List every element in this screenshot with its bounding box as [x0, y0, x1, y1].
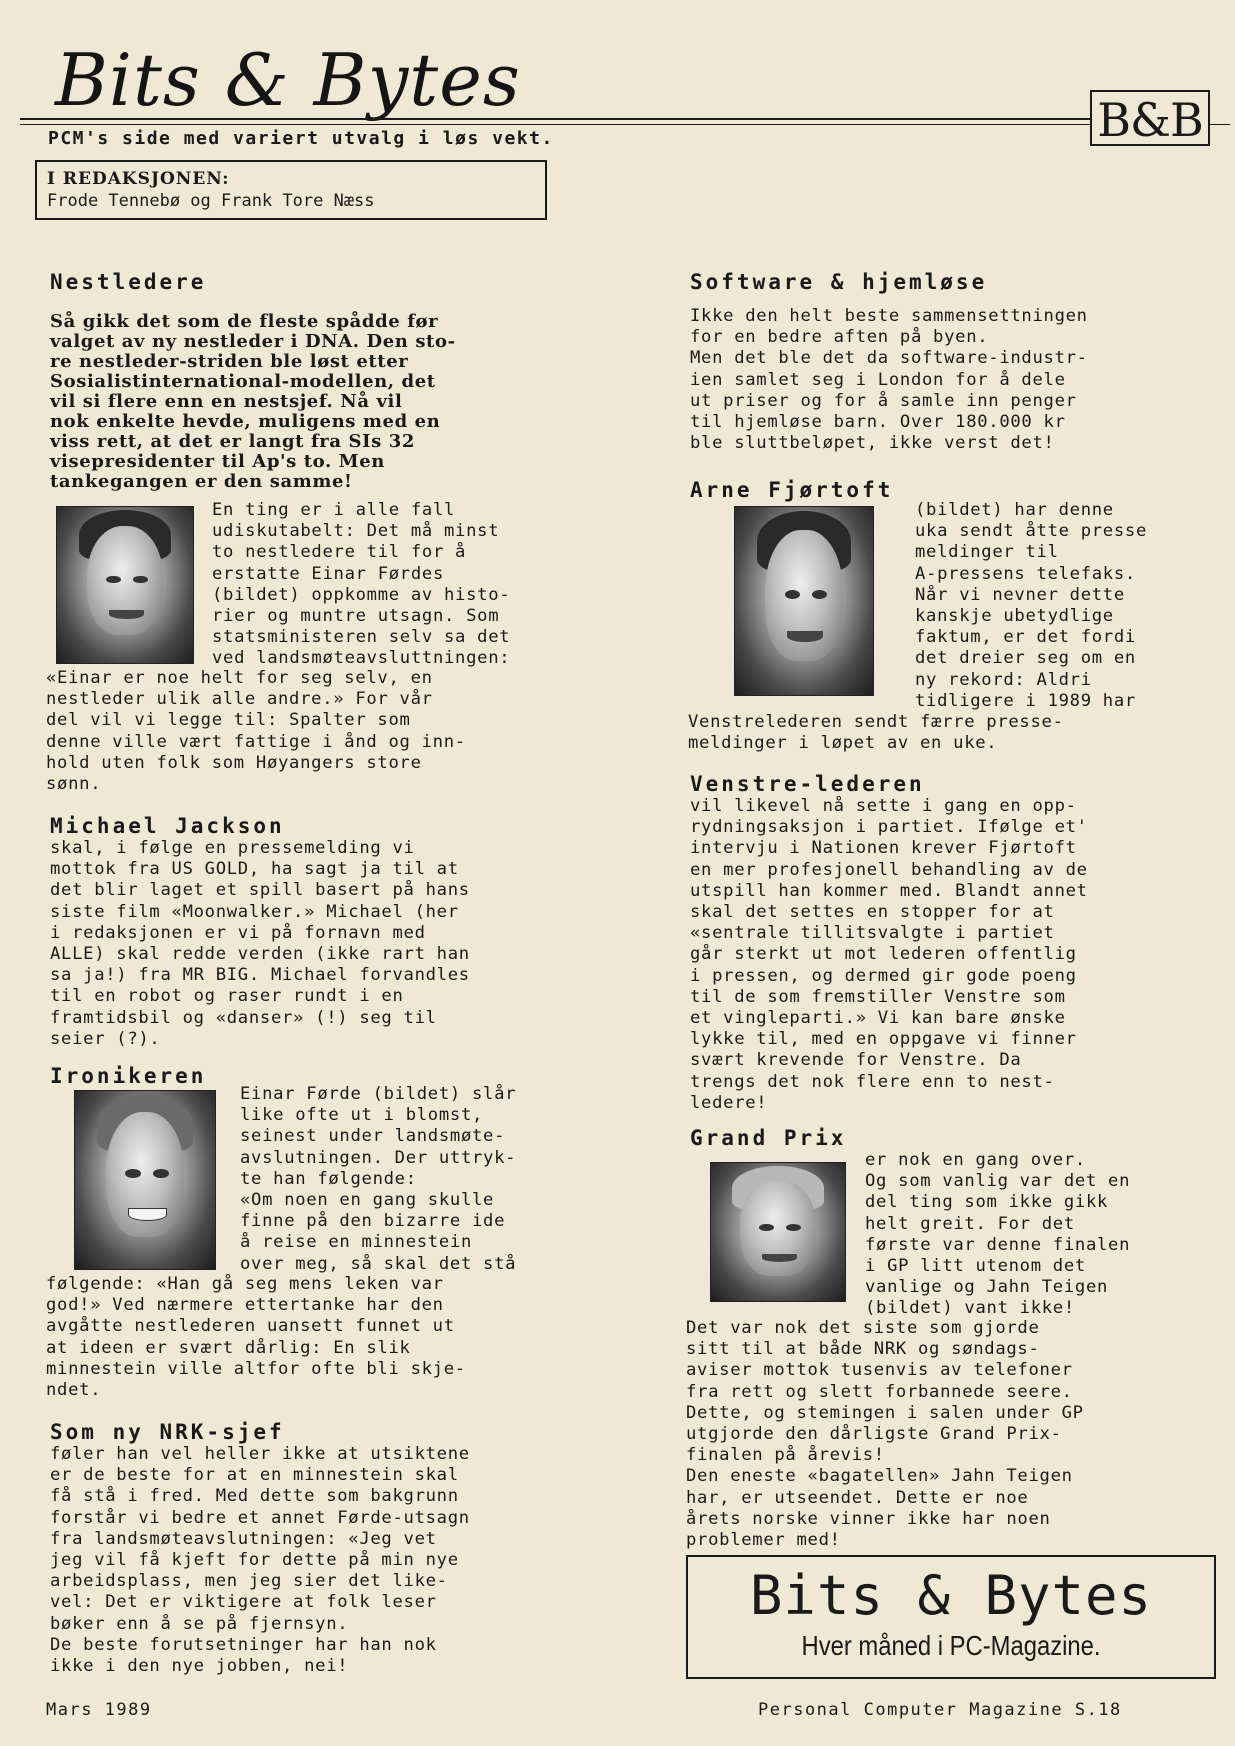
masthead-rule-top: [20, 118, 1090, 120]
photo-einar-forde-1: [56, 506, 194, 664]
grandprix-beside-photo: er nok en gang over. Og som vanlig var det en del ting som ikke gikk helt greit. For det første var denne finalen i GP litt utenom det vanlige og Jahn Teigen (bildet) vant ikke!: [865, 1150, 1131, 1319]
heading-ironikeren: Ironikeren: [50, 1064, 207, 1088]
photo-einar-forde-2: [74, 1090, 216, 1270]
footer-date: Mars 1989: [46, 1700, 152, 1720]
nrk-body: føler han vel heller ikke at utsiktene er de beste for at en minnestein skal få stå i fred. Med dette som bakgrunn forstår vi bedre et annet Førde-utsagn fra landsmøteavslutningen: «Jeg vet jeg vil få kjeft for dette på min nye arbeidsplass, men jeg sier det like- vel: Det er viktigere at folk leser bøker enn å se på fjernsyn. De beste forutsetninger har han nok ikke i den nye jobben, nei!: [50, 1444, 470, 1677]
masthead-rule-bottom: [20, 124, 1090, 125]
venstre-body: vil likevel nå sette i gang en opp- rydningsaksjon i partiet. Ifølge et' intervju i Nationen krever Fjørtoft en mer profesjonell behandling av de utspill han kommer med. Blandt annet skal det settes en stopper for at «sentrale tillitsvalgte i partiet går sterkt ut mot lederen offentlig i pressen, og dermed gir gode poeng til de som fremstiller Venstre som et vingleparti.» Vi kan bare ønske lykke til, med en oppgave vi finner svært krevende for Venstre. Da trengs det nok flere enn to nest- ledere!: [690, 796, 1088, 1113]
fjortoft-beside-photo: (bildet) har denne uka sendt åtte presse meldinger til A-pressens telefaks. Når vi nevner dette kanskje ubetydlige faktum, er det fordi det dreier seg om en ny rekord: Aldri tidligere i 1989 har: [915, 500, 1148, 711]
promo-title: Bits & Bytes: [749, 1564, 1153, 1627]
article-fjortoft: [690, 478, 1230, 502]
editorial-label: I REDAKSJONEN:: [47, 169, 230, 189]
article-software: [690, 270, 1230, 454]
jackson-body: skal, i følge en pressemelding vi mottok fra US GOLD, ha sagt ja til at det blir laget et spill basert på hans siste film «Moonwalker.» Michael (her i redaksjonen er vi på fornavn med ALLE) skal redde verden (ikke rart han sa ja!) fra MR BIG. Michael forvandles til en robot og raser rundt i en framtidsbil og «danser» (!) seg til seier (?).: [50, 838, 470, 1049]
heading-software: Software & hjemløse: [690, 270, 988, 294]
nestledere-body: «Einar er noe helt for seg selv, en nestleder ulik alle andre.» For vår del vil vi legge til: Spalter som denne ville vært fattige i ånd og inn- hold uten folk som Høyangers store sønn.: [46, 668, 466, 795]
ironikeren-beside-photo: Einar Førde (bildet) slår like ofte ut i blomst, seinest under landsmøte- avslutningen. Der uttryk- te han følgende: «Om noen en gang skulle finne på den bizarre ide å reise en minnestein over meg, så skal det stå: [240, 1084, 517, 1274]
mouth: [128, 1208, 166, 1221]
heading-nestledere: Nestledere: [50, 270, 207, 294]
article-nrk: [50, 1420, 640, 1677]
heading-jackson: Michael Jackson: [50, 814, 285, 838]
lead-nestledere: Så gikk det som de fleste spådde før valget av ny nestleder i DNA. Den sto- re nestleder-striden ble løst etter Sosialistinternational-modellen, det vil si flere enn en nestsjef. Nå vil nok enkelte hevde, muligens med en viss rett, at det er langt fra SIs 32 visepresidenter til Ap's to. Men tankegangen er den samme!: [50, 311, 456, 492]
grandprix-body: Det var nok det siste som gjorde sitt til at både NRK og søndags- aviser mottok tusenvis av telefoner fra rett og slett forbannede seere. Dette, og stemingen i salen under GP utgjorde den dårligste Grand Prix- finalen på årevis! Den eneste «bagatellen» Jahn Teigen har, er utseendet. Dette er noe årets norske vinner ikke har noen problemer med!: [686, 1318, 1084, 1551]
article-nestledere: [50, 270, 630, 492]
fjortoft-body: Venstrelederen sendt færre presse- meldinger i løpet av en uke.: [688, 712, 1064, 754]
promo-box: [686, 1555, 1216, 1679]
article-jackson: [50, 814, 640, 1050]
bb-badge: B&B: [1090, 90, 1210, 146]
eye-right: [786, 1224, 801, 1231]
software-body: Ikke den helt beste sammensettningen for en bedre aften på byen. Men det ble det da software-industr- ien samlet seg i London for å dele ut priser og for å samle inn penger til hjemløse barn. Over 180.000 kr ble sluttbeløpet, ikke verst det!: [690, 306, 1088, 454]
logo: Bits & Bytes: [55, 38, 521, 122]
nestledere-beside-photo: En ting er i alle fall udiskutabelt: Det må minst to nestledere til for å erstatte Einar Førdes (bildet) oppkomme av histo- rier og muntre utsagn. Som statsministeren selv sa det ved landsmøteavsluttningen:: [212, 500, 511, 669]
eye-left: [785, 590, 800, 599]
eye-left: [759, 1224, 774, 1231]
photo-arne-fjortoft: [734, 506, 874, 696]
badge-rule: [1210, 124, 1230, 125]
editorial-names: Frode Tennebø og Frank Tore Næss: [47, 191, 375, 211]
article-grandprix: [690, 1126, 1230, 1150]
heading-venstre: Venstre-lederen: [690, 772, 925, 796]
photo-jahn-teigen: [710, 1162, 846, 1302]
editorial-box: [35, 160, 547, 220]
ironikeren-body: følgende: «Han gå seg mens leken var god!» Ved nærmere ettertanke har den avgåtte nestlederen uansett funnet ut at ideen er svært dårlig: En slik minnestein ville altfor ofte bli skje- ndet.: [46, 1274, 466, 1401]
promo-subtitle: Hver måned i PC-Magazine.: [801, 1630, 1101, 1661]
footer-page: Personal Computer Magazine S.18: [758, 1700, 1122, 1720]
heading-nrk: Som ny NRK-sjef: [50, 1420, 285, 1444]
heading-grandprix: Grand Prix: [690, 1126, 847, 1150]
article-venstre: [690, 772, 1230, 1114]
tagline: PCM's side med variert utvalg i løs vekt.: [48, 128, 554, 149]
heading-fjortoft: Arne Fjørtoft: [690, 478, 894, 502]
